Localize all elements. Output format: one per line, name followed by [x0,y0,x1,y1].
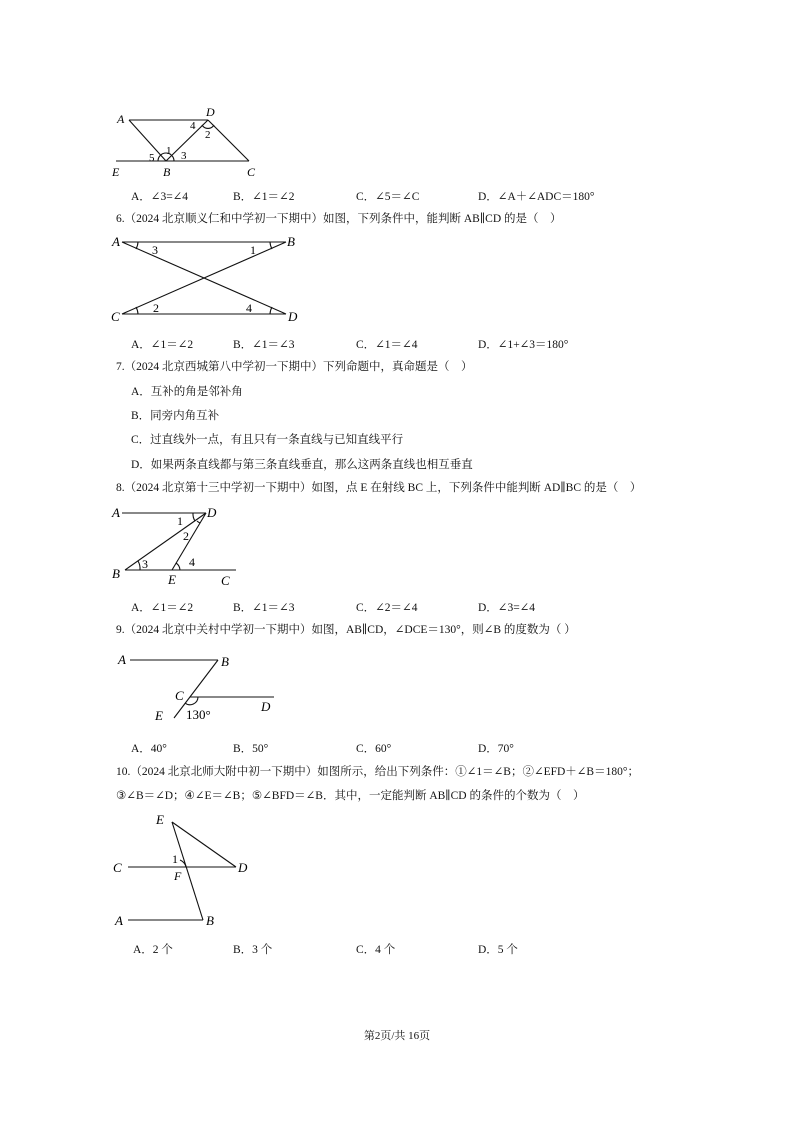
q6-label-b: B [287,234,295,249]
q5-angle-2: 2 [205,129,211,141]
q9-option-d[interactable]: D．70° [478,743,514,755]
q9-figure [108,645,288,725]
q8-stem: 8.（2024 北京第十三中学初一下期中）如图，点 E 在射线 BC 上，下列条件中能判断 AD∥BC 的是（ ） [116,482,642,494]
q5-label-a: A [117,112,125,126]
q6-option-b[interactable]: B．∠1＝∠3 [233,339,295,351]
q10-angle-1: 1 [172,852,178,866]
q9-label-c: C [175,688,184,703]
q10-label-c: C [113,860,122,875]
q8-label-b: B [112,566,120,581]
q9-label-a: A [118,652,126,667]
q8-option-c[interactable]: C．∠2＝∠4 [356,602,418,614]
q9-option-c[interactable]: C．60° [356,743,392,755]
q5-option-d[interactable]: D．∠A＋∠ADC＝180° [478,191,595,203]
q10-option-a[interactable]: A．2 个 [133,944,173,956]
q7-stem: 7.（2024 北京西城第八中学初一下期中）下列命题中，真命题是（ ） [116,361,473,373]
q10-stem-line2: ③∠B＝∠D；④∠E＝∠B；⑤∠BFD＝∠B．其中，一定能判断 AB∥CD 的条件的个数为（ ） [116,790,585,802]
q7-option-a[interactable]: A．互补的角是邻补角 [131,386,243,398]
q9-angle-value: 130° [186,707,211,722]
q6-label-d: D [288,309,298,324]
q5-angle-5: 5 [149,152,155,164]
q10-label-f: F [174,869,182,883]
q6-label-a: A [112,234,120,249]
q5-option-a[interactable]: A．∠3=∠4 [131,191,189,203]
q5-figure [108,104,268,182]
q5-option-b[interactable]: B．∠1＝∠2 [233,191,295,203]
q10-label-d: D [238,860,248,875]
q7-option-d[interactable]: D．如果两条直线都与第三条直线垂直，那么这两条直线也相互垂直 [131,459,473,471]
q9-option-a[interactable]: A．40° [131,743,167,755]
q9-option-b[interactable]: B．50° [233,743,269,755]
q8-angle-3: 3 [142,557,148,571]
q8-option-d[interactable]: D．∠3=∠4 [478,602,536,614]
q9-label-b: B [221,654,229,669]
q6-angle-4: 4 [246,301,252,315]
q8-option-a[interactable]: A．∠1＝∠2 [131,602,194,614]
q6-stem: 6.（2024 北京顺义仁和中学初一下期中）如图，下列条件中，能判断 AB∥CD 的是（ ） [116,213,562,225]
q6-angle-2: 2 [153,301,159,315]
q7-option-b[interactable]: B．同旁内角互补 [131,410,220,422]
q5-angle-3: 3 [181,150,187,162]
q6-option-c[interactable]: C．∠1＝∠4 [356,339,418,351]
q5-angle-1: 1 [166,145,172,157]
q8-angle-4: 4 [189,555,195,569]
q9-label-e: E [155,708,163,723]
q10-label-a: A [115,913,123,928]
q10-label-b: B [206,913,214,928]
q8-label-d: D [207,505,217,520]
q10-stem-line1: 10.（2024 北京北师大附中初一下期中）如图所示，给出下列条件：①∠1＝∠B；②∠EFD＋∠B＝180°； [116,766,639,778]
q8-option-b[interactable]: B．∠1＝∠3 [233,602,295,614]
q8-label-c: C [221,573,230,588]
q8-angle-2: 2 [183,529,189,543]
q6-angle-1: 1 [250,243,256,257]
q10-figure [108,810,258,930]
q8-angle-1: 1 [177,514,183,528]
page-number-footer: 第2页/共 16页 [363,1030,431,1042]
q5-label-e: E [112,165,120,179]
q6-option-d[interactable]: D．∠1+∠3＝180° [478,339,569,351]
q5-label-d: D [206,105,215,119]
q7-option-c[interactable]: C．过直线外一点，有且只有一条直线与已知直线平行 [131,434,404,446]
q10-option-c[interactable]: C．4 个 [356,944,396,956]
q9-stem: 9.（2024 北京中关村中学初一下期中）如图，AB∥CD，∠DCE＝130°，则∠B 的度数为（ ） [116,624,576,636]
q6-angle-3: 3 [152,243,158,257]
q9-label-d: D [261,699,271,714]
q6-figure [108,232,308,324]
q5-label-c: C [247,165,256,179]
q5-option-c[interactable]: C．∠5＝∠C [356,191,420,203]
q6-label-c: C [111,309,120,324]
q8-figure [108,500,243,590]
q5-angle-4: 4 [190,120,196,132]
q10-option-b[interactable]: B．3 个 [233,944,273,956]
q6-option-a[interactable]: A．∠1＝∠2 [131,339,194,351]
q5-label-b: B [163,165,171,179]
q8-label-a: A [112,505,120,520]
q10-option-d[interactable]: D．5 个 [478,944,518,956]
q8-label-e: E [168,572,176,587]
q10-label-e: E [156,812,164,827]
